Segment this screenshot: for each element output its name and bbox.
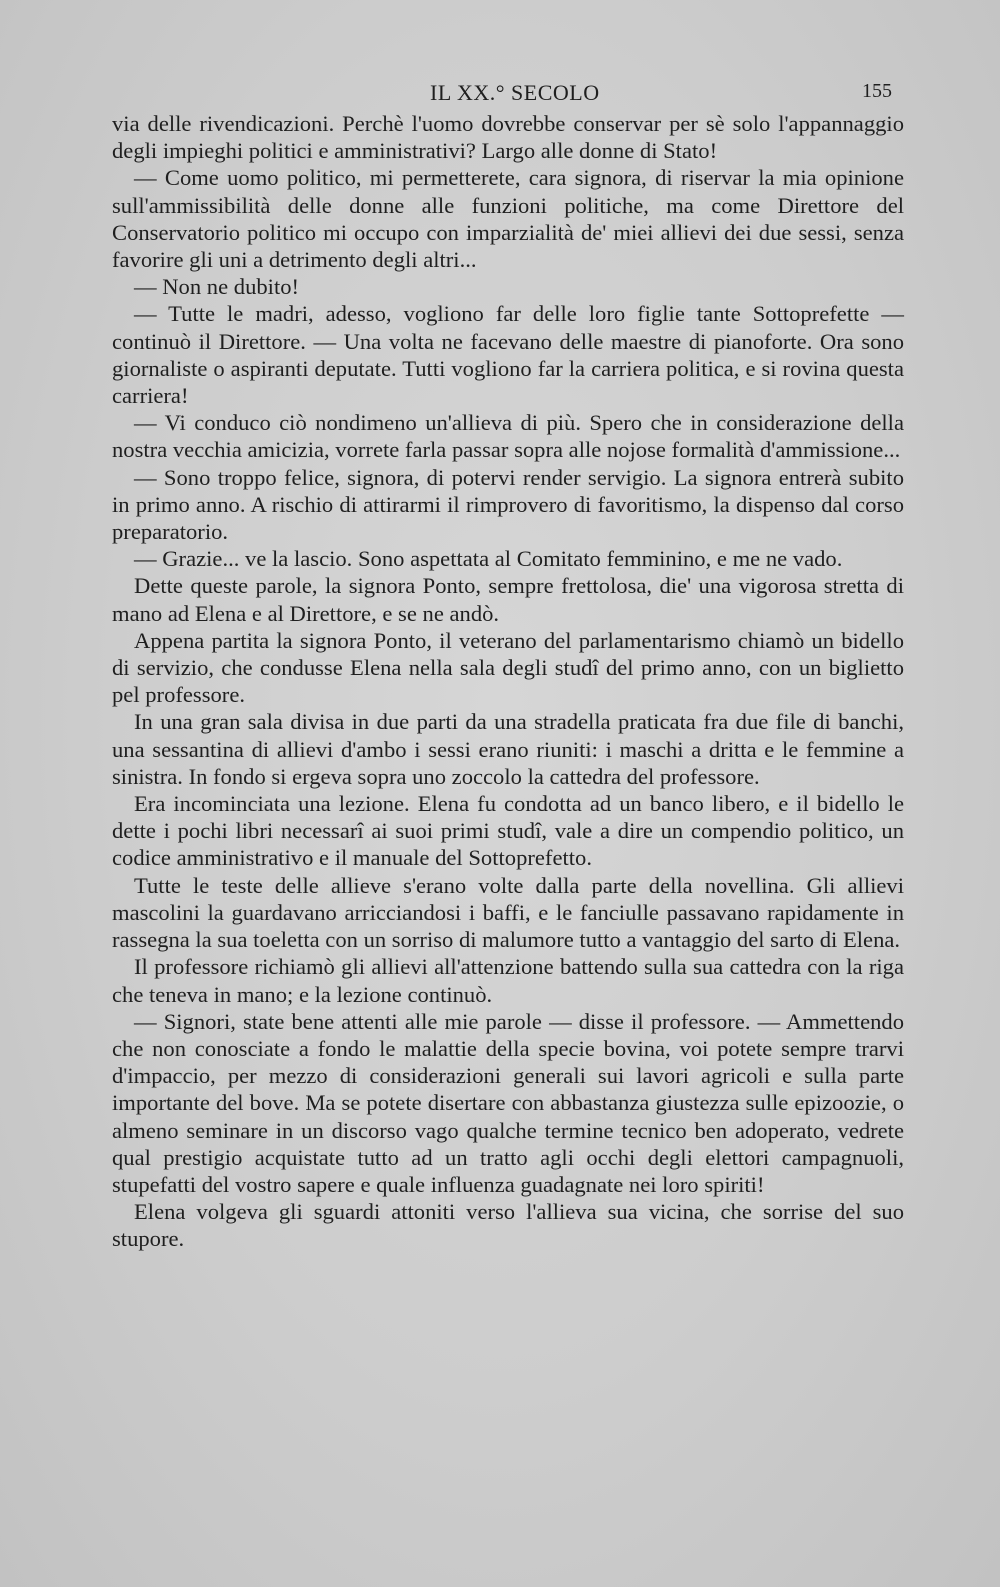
running-head	[112, 80, 892, 106]
paragraph: In una gran sala divisa in due parti da una stradella praticata fra due file di banchi, una sessantina di allievi d'ambo i sessi erano riuniti: i maschi a dritta e le femmine a sinistra. In fondo si ergeva sopra uno zoccolo la cattedra del professore.	[112, 709, 904, 789]
paragraph: Tutte le teste delle allieve s'erano volte dalla parte della novellina. Gli allievi mascolini la guardavano arricciandosi i baffi, e le fanciulle passavano rapidamente in rassegna la sua toeletta con un sorriso di malumore tutto a vantaggio del sarto di Elena.	[112, 872, 904, 953]
page-number: 155	[862, 80, 892, 102]
paragraph: Elena volgeva gli sguardi attoniti verso l'allieva sua vicina, che sorrise del suo stupore.	[112, 1199, 904, 1252]
paragraph: — Vi conduco ciò nondimeno un'allieva di più. Spero che in considerazione della nostra vecchia amicizia, vorrete farla passar sopra alle nojose formalità d'ammissione...	[112, 410, 904, 463]
body-text	[112, 110, 904, 1253]
paragraph: — Grazie... ve la lascio. Sono aspettata al Comitato femminino, e me ne vado.	[134, 546, 843, 572]
paragraph: via delle rivendicazioni. Perchè l'uomo dovrebbe conservar per sè solo l'appannaggio degli impieghi politici e amministrativi? Largo alle donne di Stato!	[112, 111, 904, 164]
paragraph: — Signori, state bene attenti alle mie parole — disse il professore. — Ammettendo che non conosciate a fondo le malattie della specie bovina, voi potete sempre trarvi d'impaccio, per mezzo di considerazioni generali sui lavori agricoli e sulla parte importante del bove. Ma se potete disertare con abbastanza giustezza sulle epizoozie, o almeno seminare in un discorso vago qualche termine tecnico ben adoperato, vedrete qual prestigio acquistate tutto ad un tratto agli occhi degli elettori campagnuoli, stupefatti del vostro sapere e quale influenza guadagnate nei loro spiriti!	[112, 1008, 904, 1197]
paragraph: Appena partita la signora Ponto, il veterano del parlamentarismo chiamò un bidello di servizio, che condusse Elena nella sala degli studî del primo anno, con un biglietto pel professore.	[112, 627, 904, 708]
paragraph: Dette queste parole, la signora Ponto, sempre frettolosa, die' una vigorosa stretta di mano ad Elena e al Direttore, e se ne andò.	[112, 573, 904, 626]
paragraph: — Sono troppo felice, signora, di potervi render servigio. La signora entrerà subito in primo anno. A rischio di attirarmi il rimprovero di favoritismo, la dispenso dal corso preparatorio.	[112, 464, 904, 545]
paragraph: — Come uomo politico, mi permetterete, cara signora, di riservar la mia opinione sull'ammissibilità delle donne alle funzioni politiche, ma come Direttore del Conservatorio politico mi occupo con imparzialità de' miei allievi dei due sessi, senza favorire gli uni a detrimento degli altri...	[112, 165, 904, 273]
paragraph: — Tutte le madri, adesso, vogliono far delle loro figlie tante Sottoprefette — continuò il Direttore. — Una volta ne facevano delle maestre di pianoforte. Ora sono giornaliste o aspiranti deputate. Tutti vogliono far la carriera politica, e si rovina questa carriera!	[112, 301, 904, 409]
running-title: IL XX.° SECOLO	[430, 80, 600, 105]
paragraph: Era incominciata una lezione. Elena fu condotta ad un banco libero, e il bidello le dette i pochi libri necessarî ai suoi primi studî, vale a dire un compendio politico, un codice amministrativo e il manuale del Sottoprefetto.	[112, 791, 904, 871]
paragraph: Il professore richiamò gli allievi all'attenzione battendo sulla sua cattedra con la riga che teneva in mano; e la lezione continuò.	[112, 954, 904, 1007]
paragraph: — Non ne dubito!	[134, 274, 300, 300]
